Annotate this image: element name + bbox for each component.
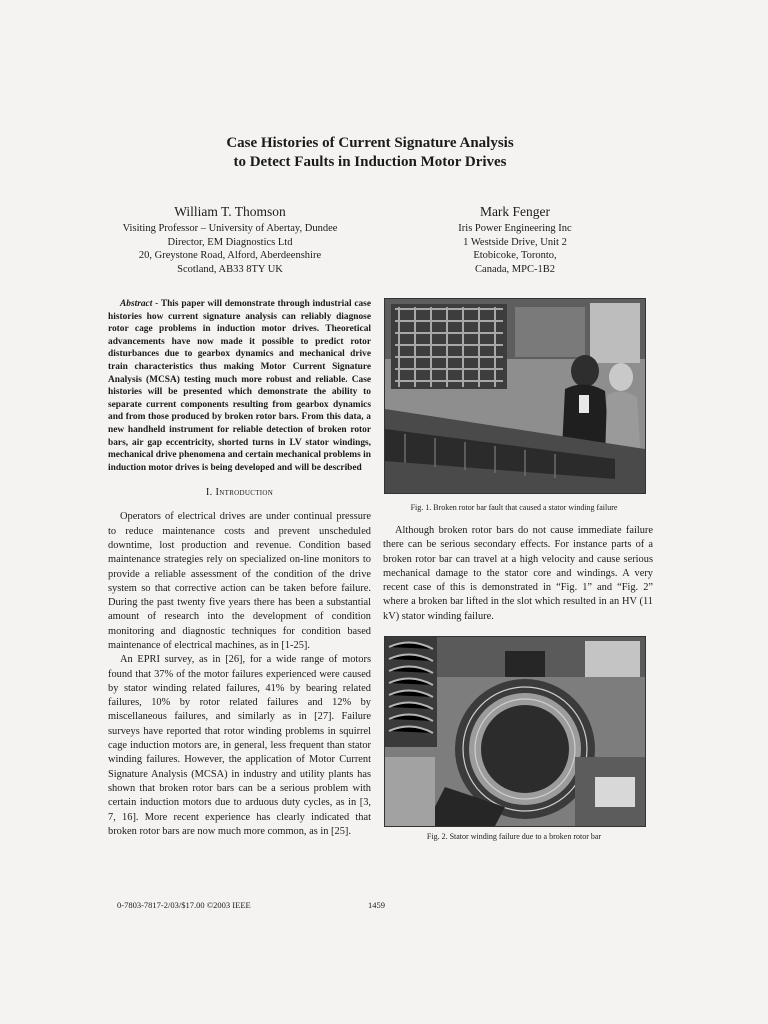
paper-title — [100, 134, 640, 172]
footer-copyright: 0-7803-7817-2/03/$17.00 ©2003 IEEE — [117, 900, 251, 910]
author-address: 20, Greystone Road, Alford, Aberdeenshire — [138, 250, 322, 261]
title-line-1: Case Histories of Current Signature Analysis — [226, 135, 514, 151]
abstract-body: This paper will demonstrate through industrial case histories how current signature analysis can reliably diagnose rotor cage problems in induction motor drives. Theoretical advancements have now made it possible to predict rotor disturbances due to gearbox dynamics and mechanical drive train characteristics thus making Motor Current Signature Analysis (MCSA) testing much more robust and reliable. Case histories will be presented which demonstrate the ability to separate current components resulting from gearbox dynamics and from those produced by broken rotor bars. From this data, a new handheld instrument for reliable detection of broken rotor bars, air gap eccentricity, shorted turns in LV stator windings, mechanical drive phenomena and certain mechanical problems in induction motor drives is being developed and will be described — [108, 299, 371, 473]
page-number: 1459 — [368, 900, 385, 910]
author-address: 1 Westside Drive, Unit 2 — [463, 236, 567, 248]
right-paragraph-1: Although broken rotor bars do not cause immediate failure there can be serious secondary effects. For instance parts of a broken rotor bar can travel at a high velocity and cause serious mechanical damage to the stator core and windings. A very recent case of this is demonstrated in “Fig. 1” and “Fig. 2” where a broken bar lifted in the slot which resulted in an HV (11 kV) stator winding failure. — [383, 525, 653, 622]
author-affiliation: Visiting Professor – University of Abertay, Dundee — [122, 223, 338, 234]
section-heading-introduction: I. Introduction — [205, 487, 274, 499]
intro-paragraph-2: An EPRI survey, as in [26], for a wide range of motors found that 37% of the motor failures experienced were caused by stator winding related failures, 41% by bearing related failures, 10% by rotor related failures and 12% by miscellaneous failures, and similarly as in [27]. Failure surveys have reported that rotor winding problems in squirrel cage induction motors are, in general, less frequent than stator winding failures. However, the application of Motor Current Signature Analysis (MCSA) in industry and utility plants has shown that broken rotor bars can be a serious problem with certain induction motors due to arduous duty cycles, as in [3, 7, 16]. More recent experience has clearly indicated that broken rotor bars are now much more common, as in [25]. — [108, 654, 371, 837]
author-name: Mark Fenger — [479, 204, 551, 219]
figure-2-caption: Fig. 2. Stator winding failure due to a broken rotor bar — [426, 832, 602, 841]
intro-paragraph-1: Operators of electrical drives are under continual pressure to reduce maintenance costs and prevent unscheduled downtime, lost production and revenue. Condition based maintenance strategies rely on specialized on-line monitors to provide a reliable assessment of the condition of the drive system so that corrective action can be taken before failure. During the past twenty five years there has been a substantial amount of research into the development of condition monitoring and diagnostic techniques for condition based maintenance of electrical machines, as in [1-25]. — [108, 511, 371, 651]
author-address: Scotland, AB33 8TY UK — [177, 263, 283, 275]
author-block-thomson — [95, 203, 365, 276]
figure-2-image — [385, 637, 645, 826]
author-block-fenger — [422, 203, 608, 276]
author-address: Etobicoke, Toronto, — [473, 250, 557, 261]
title-line-2: to Detect Faults in Induction Motor Drives — [233, 154, 507, 170]
abstract — [108, 298, 371, 474]
figure-1-photo — [384, 298, 646, 494]
author-affiliation: Iris Power Engineering Inc — [458, 223, 572, 234]
author-affiliation: Director, EM Diagnostics Ltd — [167, 236, 293, 248]
figure-2-photo — [384, 636, 646, 827]
figure-1-image — [385, 299, 645, 493]
left-column — [108, 298, 371, 839]
figure-1-caption: Fig. 1. Broken rotor bar fault that caused a stator winding failure — [410, 503, 618, 512]
author-address: Canada, MPC-1B2 — [475, 263, 555, 275]
abstract-label: Abstract - — [120, 299, 159, 309]
author-name: William T. Thomson — [174, 204, 286, 219]
